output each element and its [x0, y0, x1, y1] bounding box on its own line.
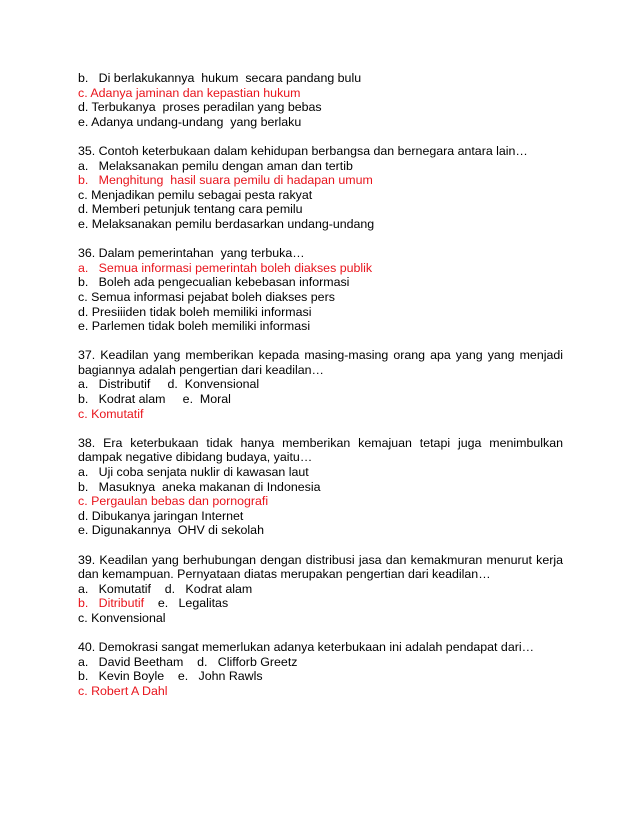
option-c-answer: c. Pergaulan bebas dan pornografi — [78, 494, 269, 509]
option-a-answer: a. Semua informasi pemerintah boleh diakses publik — [78, 260, 373, 275]
option-e: e. Parlemen tidak boleh memiliki informasi — [78, 319, 311, 334]
question-38 — [78, 436, 563, 538]
option-a: a. Melaksanakan pemilu dengan aman dan tertib — [78, 158, 353, 173]
option-a: a. Uji coba senjata nuklir di kawasan laut — [78, 465, 309, 480]
option-d: d. Presiiiden tidak boleh memiliki informasi — [78, 304, 312, 319]
question-37 — [78, 348, 563, 421]
option-e: e. Adanya undang-undang yang berlaku — [78, 114, 302, 129]
question-40 — [78, 640, 563, 698]
option-e: e. Digunakannya OHV di sekolah — [78, 523, 264, 538]
option-b: b. Masuknya aneka makanan di Indonesia — [78, 479, 321, 494]
question-34-continuation — [78, 71, 563, 129]
options-b-e: b. Kodrat alam e. Moral — [78, 392, 231, 407]
options-a-d: a. Distributif d. Konvensional — [78, 377, 260, 392]
option-c: c. Menjadikan pemilu sebagai pesta rakyat — [78, 187, 313, 202]
question-39 — [78, 553, 563, 626]
option-d: d. Terbukanya proses peradilan yang bebas — [78, 100, 322, 115]
option-c: c. Semua informasi pejabat boleh diakses pers — [78, 289, 335, 304]
options-a-d: a. Komutatif d. Kodrat alam — [78, 581, 253, 596]
question-36 — [78, 246, 563, 334]
option-d: d. Memberi petunjuk tentang cara pemilu — [78, 202, 303, 217]
option-c-answer: c. Adanya jaminan dan kepastian hukum — [78, 85, 301, 100]
option-e: e. Melaksanakan pemilu berdasarkan undang-undang — [78, 216, 375, 231]
question-text: 37. Keadilan yang memberikan kepada masing-masing orang apa yang yang menjadi bagiannya adalah pengertian dari keadilan… — [78, 348, 563, 377]
question-text: 39. Keadilan yang berhubungan dengan distribusi jasa dan kemakmuran menurut kerja dan kemampuan. Pernyataan diatas merupakan pengertian dari keadilan… — [78, 552, 563, 582]
option-b: b. Boleh ada pengecualian kebebasan informasi — [78, 275, 350, 290]
question-text: 40. Demokrasi sangat memerlukan adanya keterbukaan ini adalah pendapat dari… — [78, 640, 534, 655]
option-c: c. Konvensional — [78, 610, 166, 625]
option-c-answer: c. Robert A Dahl — [78, 683, 168, 698]
option-b-answer: b. Ditributif — [78, 596, 145, 611]
question-35 — [78, 144, 563, 232]
option-b: b. Di berlakukannya hukum secara pandang bulu — [78, 71, 362, 85]
question-text: 36. Dalam pemerintahan yang terbuka… — [78, 246, 305, 261]
document-page — [78, 71, 563, 699]
options-a-d: a. David Beetham d. Clifforb Greetz — [78, 654, 298, 669]
option-b-answer: b. Menghitung hasil suara pemilu di hadapan umum — [78, 173, 373, 188]
question-text: 35. Contoh keterbukaan dalam kehidupan berbangsa dan bernegara antara lain… — [78, 143, 528, 158]
options-b-e: b. Kevin Boyle e. John Rawls — [78, 669, 263, 684]
option-d: d. Dibukanya jaringan Internet — [78, 508, 244, 523]
option-c-answer: c. Komutatif — [78, 406, 144, 421]
question-text: 38. Era keterbukaan tidak hanya memberikan kemajuan tetapi juga menimbulkan dampak negative dibidang budaya, yaitu… — [78, 435, 563, 465]
options-b-e-row — [78, 596, 563, 611]
option-e: e. Legalitas — [144, 596, 229, 611]
